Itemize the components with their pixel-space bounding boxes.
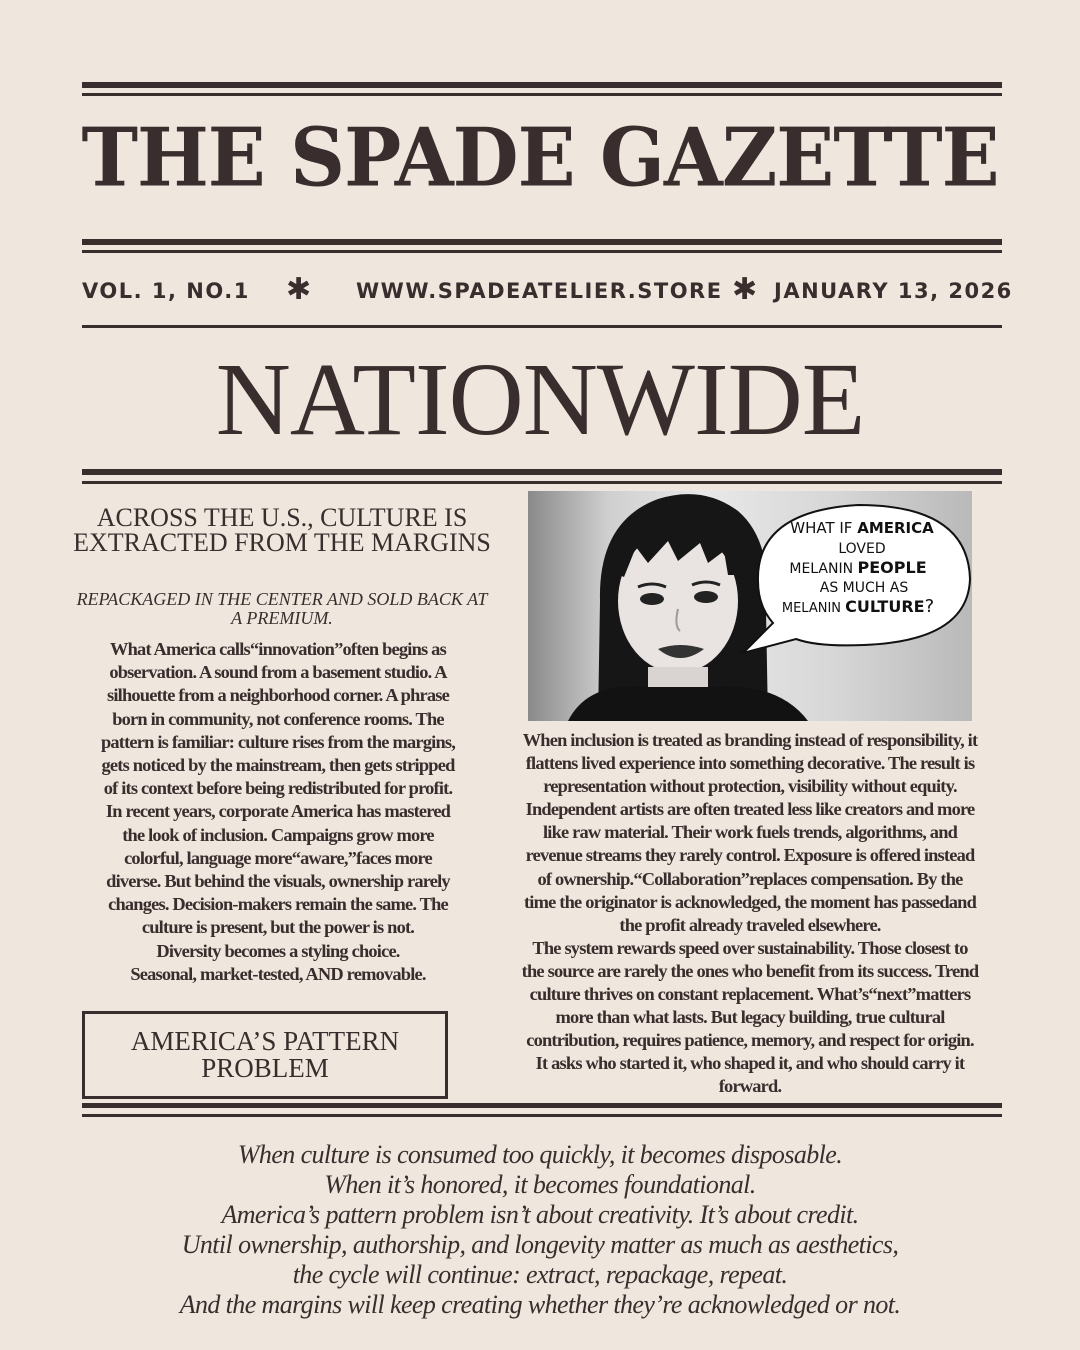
body-line: colorful, language more“aware,”faces more (124, 847, 432, 868)
asterisk-icon: ✱ (732, 272, 758, 307)
body-line: the source are rarely the ones who benefit from its success. Trend (521, 960, 979, 981)
left-column-body (72, 638, 484, 986)
website-label: WWW.SPADEATELIER.STORE (356, 279, 723, 303)
body-line: diverse. But behind the visuals, ownership rarely (106, 871, 450, 892)
body-line: culture thrives on constant replacement. What’s“next”matters (529, 984, 971, 1005)
body-line: contribution, requires patience, memory, and respect for origin. (526, 1030, 974, 1051)
portrait-top (568, 686, 808, 721)
body-line: forward. (718, 1076, 782, 1097)
bubble-line-4: AS MUCH AS (819, 580, 909, 596)
closing-line: When culture is consumed too quickly, it becomes disposable. (237, 1140, 843, 1169)
bottom-rule-thick (82, 1103, 1002, 1108)
body-line: The system rewards speed over sustainability. Those closest to (532, 937, 968, 958)
body-line: like raw material. Their work fuels trends, algorithms, and (542, 822, 958, 843)
masthead-rule-thin (82, 250, 1002, 253)
portrait-eye-left (640, 593, 664, 605)
closing-line: When it’s honored, it becomes foundational. (324, 1170, 756, 1199)
bubble-line-5: MELANIN CULTURE? (781, 596, 935, 617)
volume-label: VOL. 1, NO.1 (82, 279, 250, 303)
body-line: the look of inclusion. Campaigns grow more (122, 824, 434, 845)
closing-line: the cycle will continue: extract, repackage, repeat. (292, 1260, 788, 1289)
closing-paragraph (0, 1140, 1080, 1320)
masthead-title: THE SPADE GAZETTE (81, 110, 999, 205)
body-line: the profit already traveled elsewhere. (619, 914, 881, 935)
body-line: gets noticed by the mainstream, then gets stripped (101, 755, 455, 776)
masthead-rule-thick (82, 239, 1002, 245)
body-line: of ownership.“Collaboration”replaces compensation. By the (537, 868, 963, 889)
top-rule-thick (82, 82, 1002, 88)
headline-rule-thick (82, 469, 1002, 475)
pattern-problem-label: AMERICA’S PATTERN PROBLEM (130, 1026, 400, 1083)
body-line: observation. A sound from a basement studio. A (109, 662, 447, 683)
article-deck: ACROSS THE U.S., CULTURE IS EXTRACTED FROM THE MARGINS (73, 503, 491, 557)
body-line: Seasonal, market-tested, AND removable. (130, 963, 426, 984)
body-line: pattern is familiar: culture rises from the margins, (100, 731, 456, 752)
body-line: born in community, not conference rooms. The (112, 708, 444, 729)
body-line: time the originator is acknowledged, the moment has passedand (523, 891, 977, 912)
photo (528, 491, 972, 721)
portrait-eye-right (694, 591, 718, 603)
body-line: silhouette from a neighborhood corner. A phrase (107, 685, 449, 706)
bubble-line-3: MELANIN PEOPLE (789, 558, 927, 577)
body-line: When inclusion is treated as branding instead of responsibility, it (522, 730, 978, 750)
body-line: In recent years, corporate America has mastered (105, 801, 451, 822)
asterisk-icon: ✱ (286, 272, 312, 307)
headline-rule-thin (82, 481, 1002, 484)
body-line: flattens lived experience into something decorative. The result is (525, 753, 975, 774)
body-line: more than what lasts. But legacy building, true cultural (555, 1007, 945, 1028)
headline: NATIONWIDE (215, 342, 865, 457)
bottom-rule-thin (82, 1114, 1002, 1117)
bubble-line-1: WHAT IF AMERICA (790, 519, 934, 537)
closing-line: And the margins will keep creating whether they’re acknowledged or not. (179, 1290, 901, 1319)
body-line: of its context before being redistributed for profit. (103, 778, 453, 799)
bubble-line-2: LOVED (838, 541, 886, 557)
body-line: It asks who started it, who shaped it, and who should carry it (535, 1053, 965, 1074)
right-column-body (494, 729, 1006, 1099)
pattern-problem-box (82, 1011, 448, 1099)
closing-line: Until ownership, authorship, and longevity matter as much as aesthetics, (181, 1230, 899, 1259)
top-rule-thin (82, 93, 1002, 96)
body-line: changes. Decision-makers remain the same. The (108, 894, 448, 915)
body-line: Diversity becomes a styling choice. (156, 940, 400, 961)
body-line: Independent artists are often treated less like creators and more (525, 799, 975, 820)
date-label: JANUARY 13, 2026 (774, 279, 1013, 303)
closing-line: America’s pattern problem isn’t about creativity. It’s about credit. (221, 1200, 859, 1229)
article-subdeck: REPACKAGED IN THE CENTER AND SOLD BACK AT A PREMIUM. (76, 589, 488, 628)
photo-illustration (528, 491, 972, 721)
body-line: culture is present, but the power is not. (141, 917, 415, 938)
body-line: revenue streams they rarely control. Exposure is offered instead (525, 845, 975, 866)
body-line: What America calls“innovation”often begins as (110, 639, 446, 659)
body-line: representation without protection, visibility without equity. (543, 776, 957, 797)
meta-rule (82, 325, 1002, 328)
